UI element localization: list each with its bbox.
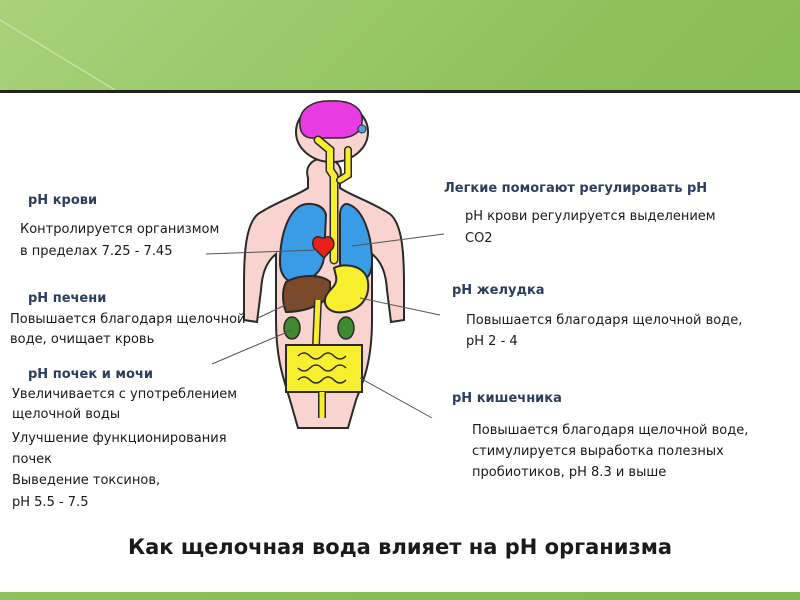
kidney-ph-text-line-3: Улучшение функционирования [12,431,227,446]
pointer-intestine [360,378,432,418]
liver-ph-text-line-1: Повышается благодаря щелочной [10,312,246,327]
brain [300,101,362,138]
kidney-ph-text-line-4: почек [12,452,52,467]
kidney-ph-heading: pH почек и мочи [28,367,153,382]
stomach-ph-text-line-2: pH 2 - 4 [466,334,518,349]
intestine-ph-text-line-1: Повышается благодаря щелочной воде, [472,423,749,438]
large-intestine [286,345,362,392]
kidney-ph-text-line-6: pH 5.5 - 7.5 [12,495,89,510]
kidney-ph-text-line-1: Увеличивается с употреблением [12,387,238,402]
left-kidney [284,317,300,339]
intestine-ph-text-line-3: пробиотиков, pH 8.3 и выше [472,465,667,480]
kidney-ph-text-line-2: щелочной воды [12,407,121,422]
liver-ph-heading: pH печени [28,291,107,306]
blood-ph-text-line-2: в пределах 7.25 - 7.45 [20,244,173,259]
intestine-ph-heading: pH кишечника [452,391,562,406]
blood-ph-heading: pH крови [28,193,98,208]
right-kidney [338,317,354,339]
kidney-ph-text-line-5: Выведение токсинов, [12,473,161,488]
liver-ph-text-line-2: воде, очищает кровь [10,332,155,347]
slide-title: Как щелочная вода влияет на pH организма [127,535,673,559]
stomach-ph-text-line-1: Повышается благодаря щелочной воде, [466,313,743,328]
lungs-text-line-2: CO2 [465,231,493,246]
lungs-heading: Легкие помогают регулировать pH [444,181,708,196]
stomach-ph-heading: pH желудка [452,283,545,298]
eye-icon [358,125,366,133]
blood-ph-text-line-1: Контролируется организмом [20,222,220,237]
intestine-ph-text-line-2: стимулируется выработка полезных [472,444,724,459]
lungs-text-line-1: pH крови регулируется выделением [465,209,716,224]
